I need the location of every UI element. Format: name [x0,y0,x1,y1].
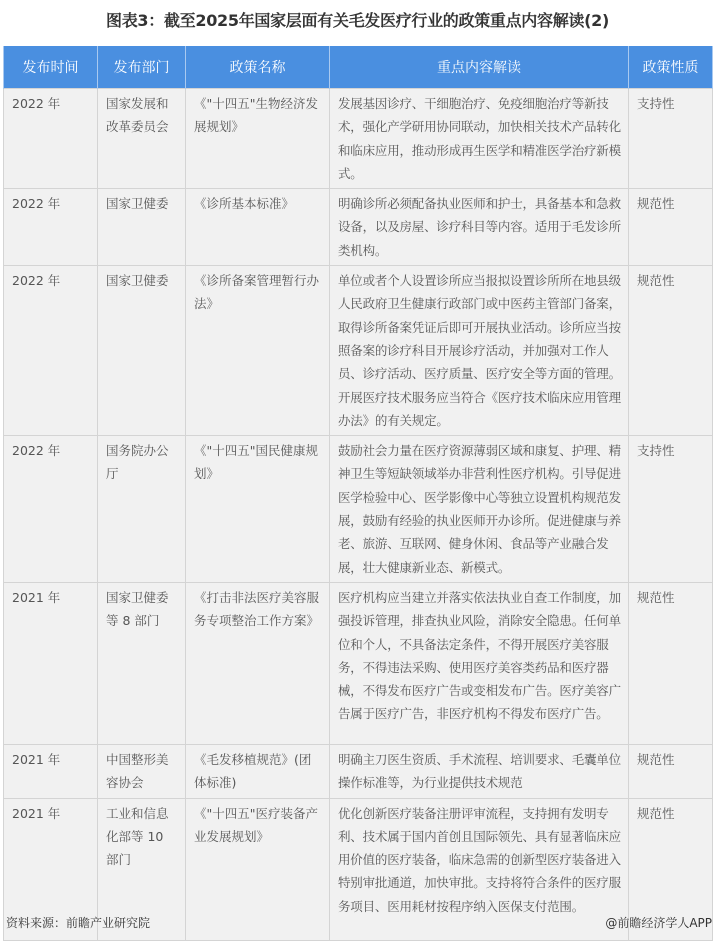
cell-nature: 规范性 [629,189,713,266]
cell-year: 2021 年 [4,744,98,798]
cell-year: 2022 年 [4,89,98,189]
cell-nature: 规范性 [629,744,713,798]
cell-year: 2021 年 [4,798,98,940]
cell-policy-name: 《诊所备案管理暂行办法》 [186,266,330,436]
credit-note: @前瞻经济学人APP [605,916,712,930]
cell-content: 单位或者个人设置诊所应当报拟设置诊所所在地县级人民政府卫生健康行政部门或中医药主管部门备案，取得诊所备案凭证后即可开展执业活动。诊所应当按照备案的诊疗科目开展诊疗活动，并加强对工作人员、诊疗活动、医疗质量、医疗安全等方面的管理。开展医疗技术服务应当符合《医疗技术临床应用管理办法》的有关规定。 [330,266,629,436]
table-row [4,189,713,266]
table-header-row [4,46,713,89]
cell-nature: 规范性 [629,266,713,436]
cell-year: 2021 年 [4,582,98,744]
cell-content: 医疗机构应当建立并落实依法执业自查工作制度，加强投诉管理，排查执业风险，消除安全隐患。任何单位和个人，不具备法定条件，不得开展医疗美容服务，不得违法采购、使用医疗美容类药品和医疗器械，不得发布医疗广告或变相发布广告。医疗美容广告属于医疗广告，非医疗机构不得发布医疗广告。 [330,582,629,744]
cell-content: 发展基因诊疗、干细胞治疗、免疫细胞治疗等新技术，强化产学研用协同联动，加快相关技术产品转化和临床应用，推动形成再生医学和精准医学治疗新模式。 [330,89,629,189]
cell-nature: 支持性 [629,436,713,583]
table-row [4,89,713,189]
table-row [4,744,713,798]
cell-content: 优化创新医疗装备注册评审流程，支持拥有发明专利、技术属于国内首创且国际领先、具有显著临床应用价值的医疗装备，临床急需的创新型医疗装备进入特别审批通道，加快审批。支持将符合条件的医疗服务项目、医用耗材按程序纳入医保支付范围。 [330,798,629,940]
cell-department: 国家卫健委 [98,266,186,436]
cell-year: 2022 年 [4,266,98,436]
cell-department: 中国整形美容协会 [98,744,186,798]
source-note: 资料来源：前瞻产业研究院 [6,916,151,930]
table-row [4,266,713,436]
cell-department: 国家卫健委等 8 部门 [98,582,186,744]
cell-policy-name: 《"十四五"医疗装备产业发展规划》 [186,798,330,940]
cell-content: 明确主刀医生资质、手术流程、培训要求、毛囊单位操作标准等，为行业提供技术规范 [330,744,629,798]
column-header-policy-name: 政策名称 [186,46,330,89]
cell-policy-name: 《毛发移植规范》(团体标准) [186,744,330,798]
cell-year: 2022 年 [4,436,98,583]
cell-content: 鼓励社会力量在医疗资源薄弱区域和康复、护理、精神卫生等短缺领域举办非营利性医疗机构。引导促进医学检验中心、医学影像中心等独立设置机构规范发展，鼓励有经验的执业医师开办诊所。促进健康与养老、旅游、互联网、健身休闲、食品等产业融合发展，壮大健康新业态、新模式。 [330,436,629,583]
cell-policy-name: 《"十四五"生物经济发展规划》 [186,89,330,189]
column-header-policy-nature: 政策性质 [629,46,713,89]
cell-year: 2022 年 [4,189,98,266]
column-header-date: 发布时间 [4,46,98,89]
cell-department: 国家发展和改革委员会 [98,89,186,189]
cell-nature: 规范性 [629,582,713,744]
cell-nature: 支持性 [629,89,713,189]
column-header-department: 发布部门 [98,46,186,89]
cell-policy-name: 《"十四五"国民健康规划》 [186,436,330,583]
cell-content: 明确诊所必须配备执业医师和护士，具备基本和急救设备，以及房屋、诊疗科目等内容。适用于毛发诊所类机构。 [330,189,629,266]
cell-policy-name: 《诊所基本标准》 [186,189,330,266]
policy-table [3,46,713,941]
cell-department: 国务院办公厅 [98,436,186,583]
cell-department: 工业和信息化部等 10 部门 [98,798,186,940]
table-row [4,582,713,744]
table-row [4,436,713,583]
cell-nature: 规范性 [629,798,713,940]
figure-title: 图表3：截至2025年国家层面有关毛发医疗行业的政策重点内容解读(2) [106,11,609,30]
cell-policy-name: 《打击非法医疗美容服务专项整治工作方案》 [186,582,330,744]
column-header-key-content: 重点内容解读 [330,46,629,89]
cell-department: 国家卫健委 [98,189,186,266]
